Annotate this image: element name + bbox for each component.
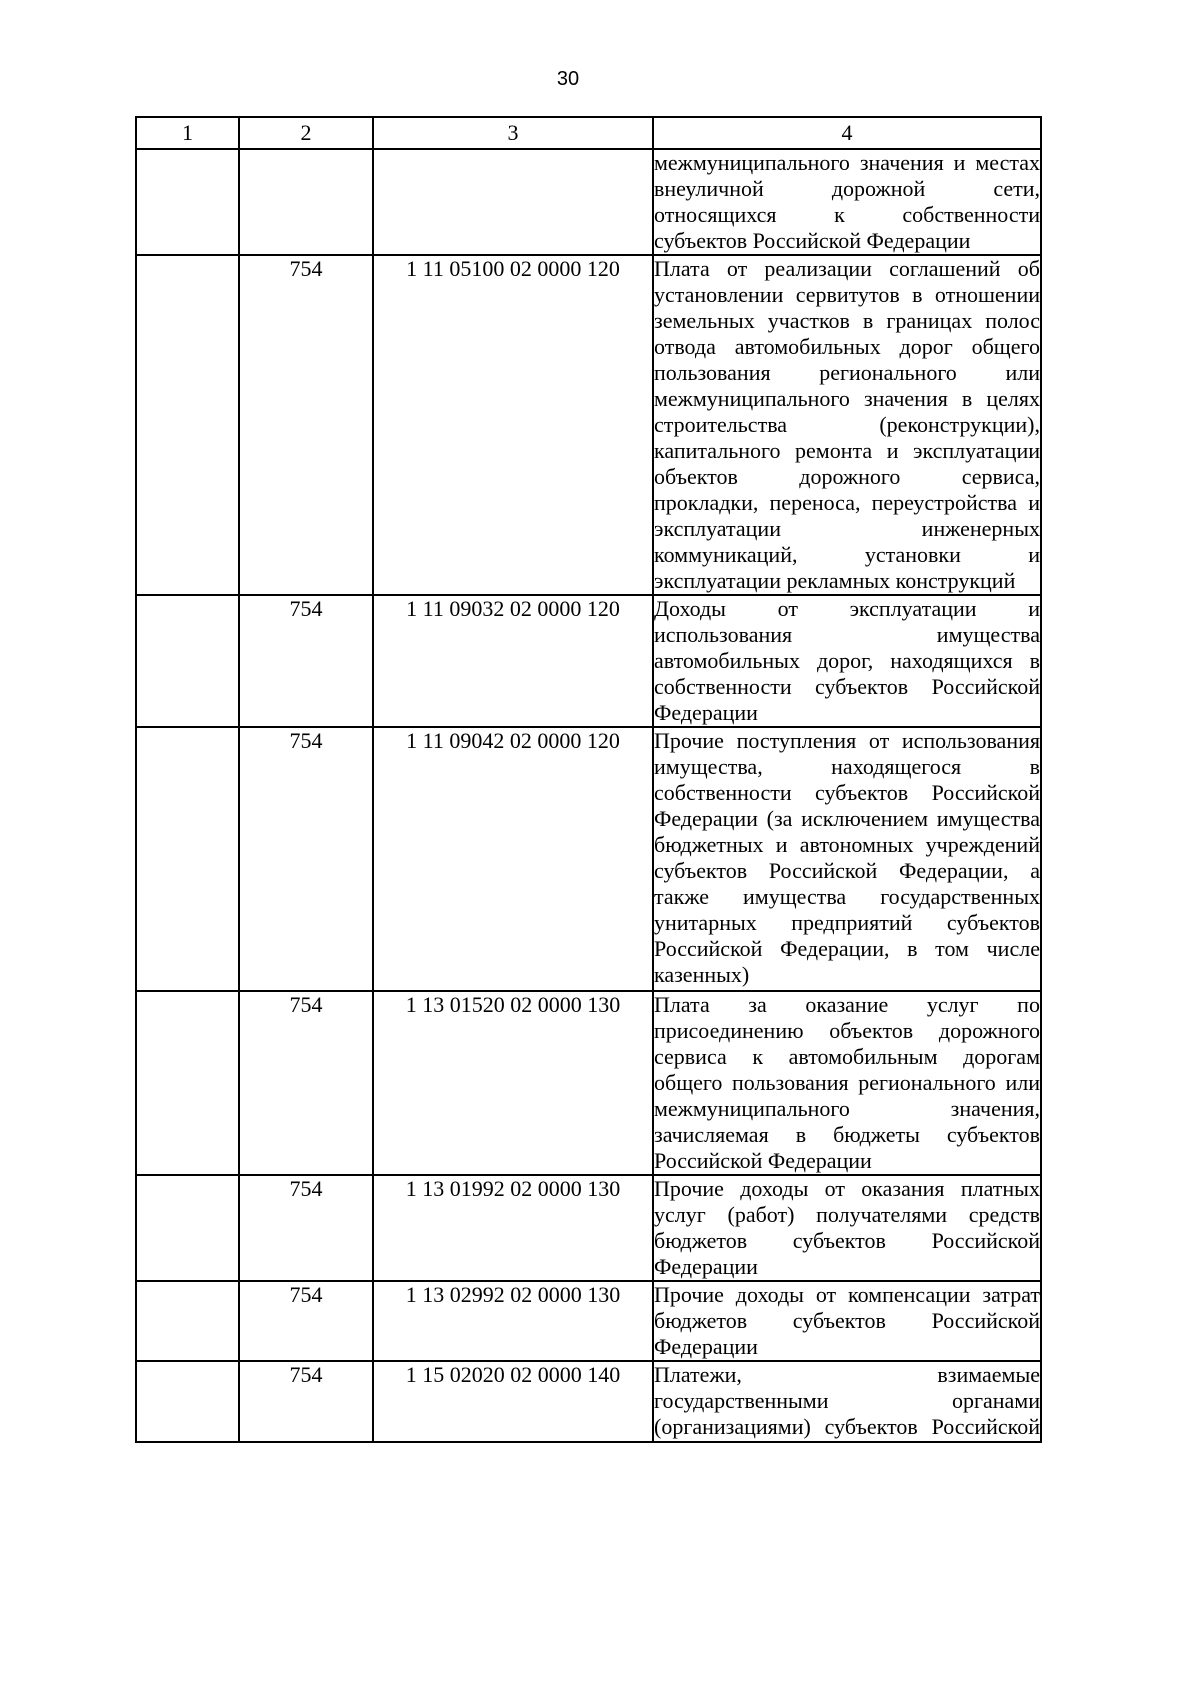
word: дорожного: [938, 1018, 1040, 1043]
word: пользования: [654, 360, 771, 385]
description-line: [654, 1096, 1040, 1122]
word: доходы: [740, 1176, 809, 1201]
description-line: [654, 780, 1040, 806]
word: оказание: [805, 992, 889, 1017]
word: компенсации: [848, 1282, 971, 1307]
col1-cell: [136, 595, 239, 727]
word: платных: [960, 1176, 1040, 1201]
header-cell-3: 3: [373, 117, 653, 149]
table-row: [136, 727, 1041, 991]
word: к: [834, 202, 845, 227]
description-line: [654, 516, 1040, 542]
word: услуг: [654, 1202, 706, 1227]
table-header-row: [136, 117, 1041, 149]
word: капитального: [654, 438, 781, 463]
word: Российской: [931, 780, 1040, 805]
description-line: [654, 648, 1040, 674]
word: земельных: [654, 308, 755, 333]
description-line: [654, 1308, 1040, 1334]
word: переноса,: [769, 490, 861, 515]
word: общего: [654, 1070, 723, 1095]
word: услуг: [926, 992, 979, 1017]
word: автомобильных: [654, 648, 800, 673]
col2-cell: [239, 149, 373, 255]
description-line: [654, 464, 1040, 490]
word: предприятий: [791, 910, 913, 935]
word: установки: [864, 542, 961, 567]
word: в: [912, 282, 923, 307]
description-line: [654, 438, 1040, 464]
word: и: [886, 438, 899, 463]
word: взимаемые: [937, 1362, 1040, 1387]
word: сервиса,: [961, 464, 1040, 489]
word: числе: [986, 936, 1040, 961]
description-line: Федерации: [654, 700, 758, 725]
revenue-codes-table: [135, 116, 1042, 1443]
word: (работ): [727, 1202, 795, 1227]
description-cell: [653, 595, 1041, 727]
word: субъектов: [946, 910, 1040, 935]
word: сервитутов: [795, 282, 900, 307]
description-line: [654, 360, 1040, 386]
word: участков: [767, 308, 850, 333]
description-line: [654, 1202, 1040, 1228]
description-line: [654, 596, 1040, 622]
word: об: [1017, 256, 1040, 281]
col1-cell: [136, 149, 239, 255]
word: Российской: [931, 674, 1040, 699]
word: местах: [975, 150, 1040, 175]
col2-cell: 754: [239, 1361, 373, 1442]
word: дорожного: [799, 464, 901, 489]
description-line: [654, 386, 1040, 412]
header-cell-1: 1: [136, 117, 239, 149]
col3-cell: 1 11 09032 02 0000 120: [373, 595, 653, 727]
word: к: [752, 1044, 764, 1069]
word: находящихся: [890, 648, 1013, 673]
word: имущества: [743, 884, 847, 909]
description-cell: [653, 149, 1041, 255]
description-line: казенных): [654, 962, 750, 987]
col1-cell: [136, 991, 239, 1175]
description-cell: [653, 1175, 1041, 1281]
description-line: [654, 412, 1040, 438]
word: отношении: [934, 282, 1040, 307]
description-line: эксплуатации рекламных конструкций: [654, 568, 1016, 593]
table-row: [136, 149, 1041, 255]
description-line: [654, 1018, 1040, 1044]
word: и: [1028, 596, 1040, 621]
word: межмуниципального: [654, 150, 850, 175]
word: от: [726, 256, 748, 281]
description-line: [654, 992, 1040, 1018]
description-line: Российской Федерации: [654, 1148, 872, 1173]
description-line: [654, 1362, 1040, 1388]
table-row: [136, 1361, 1041, 1442]
word: ремонта: [795, 438, 873, 463]
col3-cell: 1 13 01992 02 0000 130: [373, 1175, 653, 1281]
word: значения: [859, 150, 944, 175]
word: эксплуатации: [654, 516, 781, 541]
description-line: [654, 728, 1040, 754]
description-line: [654, 202, 1040, 228]
word: переустройства: [871, 490, 1018, 515]
description-cell: [653, 1281, 1041, 1361]
description-line: [654, 1414, 1040, 1440]
word: поступления: [736, 728, 857, 753]
word: получателями: [816, 1202, 948, 1227]
description-cell: [653, 991, 1041, 1175]
word: субъектов: [946, 1122, 1040, 1147]
word: собственности: [654, 780, 792, 805]
word: использования: [901, 728, 1040, 753]
col1-cell: [136, 1175, 239, 1281]
word: общего: [971, 334, 1040, 359]
word: регионального: [858, 1070, 996, 1095]
word: объектов: [829, 1018, 914, 1043]
word: в: [1029, 754, 1040, 779]
description-line: [654, 1388, 1040, 1414]
col3-cell: [373, 149, 653, 255]
word: от: [777, 596, 798, 621]
word: имущества: [936, 622, 1040, 647]
description-line: [654, 490, 1040, 516]
col3-cell: 1 11 09042 02 0000 120: [373, 727, 653, 991]
word: прокладки,: [654, 490, 759, 515]
description-cell: [653, 727, 1041, 991]
word: Федерации: [654, 806, 758, 831]
table-row: [136, 595, 1041, 727]
col2-cell: 754: [239, 991, 373, 1175]
description-line: [654, 1122, 1040, 1148]
description-line: [654, 1176, 1040, 1202]
word: и: [1028, 542, 1040, 567]
word: или: [1005, 360, 1040, 385]
word: унитарных: [654, 910, 757, 935]
word: органами: [951, 1388, 1040, 1413]
description-line: [654, 542, 1040, 568]
word: границах: [886, 308, 973, 333]
description-line: [654, 150, 1040, 176]
word: собственности: [902, 202, 1040, 227]
word: Российской: [768, 858, 878, 883]
description-cell: [653, 1361, 1041, 1442]
word: также: [654, 884, 710, 909]
word: бюджетов: [654, 1228, 748, 1253]
description-line: [654, 622, 1040, 648]
word: сети,: [993, 176, 1040, 201]
word: (за: [766, 806, 793, 831]
description-line: [654, 334, 1040, 360]
word: дорожной: [831, 176, 926, 201]
word: эксплуатации: [913, 438, 1040, 463]
col1-cell: [136, 255, 239, 595]
col3-cell: 1 15 02020 02 0000 140: [373, 1361, 653, 1442]
word: и: [953, 150, 966, 175]
word: государственных: [880, 884, 1040, 909]
word: дорог: [899, 334, 953, 359]
word: собственности: [654, 674, 792, 699]
word: от: [868, 728, 890, 753]
word: эксплуатации: [849, 596, 977, 621]
header-cell-2: 2: [239, 117, 373, 149]
description-line: [654, 832, 1040, 858]
description-line: [654, 884, 1040, 910]
col2-cell: 754: [239, 255, 373, 595]
col3-cell: 1 13 02992 02 0000 130: [373, 1281, 653, 1361]
word: или: [1005, 1070, 1040, 1095]
description-line: [654, 1044, 1040, 1070]
word: автономных: [799, 832, 914, 857]
word: в: [795, 1122, 807, 1147]
col1-cell: [136, 727, 239, 991]
word: затрат: [982, 1282, 1040, 1307]
table-row: [136, 1281, 1041, 1361]
word: учреждений: [925, 832, 1040, 857]
word: дорог,: [816, 648, 874, 673]
word: в: [961, 386, 973, 411]
word: субъектов: [815, 674, 909, 699]
word: Российской: [931, 1228, 1040, 1253]
word: полос: [985, 308, 1040, 333]
word: субъектов: [824, 1414, 918, 1439]
word: Федерации,: [780, 936, 890, 961]
word: межмуниципального: [654, 386, 850, 411]
word: бюджеты: [833, 1122, 920, 1147]
word: использования: [654, 622, 793, 647]
word: автомобильных: [734, 334, 881, 359]
word: присоединению: [654, 1018, 804, 1043]
description-line: [654, 282, 1040, 308]
word: в: [907, 936, 918, 961]
word: межмуниципального: [654, 1096, 850, 1121]
table-row: [136, 1175, 1041, 1281]
word: и: [775, 832, 788, 857]
word: субъектов: [815, 780, 909, 805]
col3-cell: 1 11 05100 02 0000 120: [373, 255, 653, 595]
description-line: [654, 1070, 1040, 1096]
word: регионального: [819, 360, 957, 385]
word: дорогам: [963, 1044, 1040, 1069]
word: по: [1017, 992, 1040, 1017]
word: относящихся: [654, 202, 777, 227]
description-cell: [653, 255, 1041, 595]
word: строительства: [654, 412, 788, 437]
description-line: [654, 674, 1040, 700]
word: Российской: [931, 1414, 1040, 1439]
table-row: [136, 991, 1041, 1175]
word: находящегося: [831, 754, 962, 779]
description-line: [654, 936, 1040, 962]
word: соглашений: [889, 256, 1001, 281]
word: автомобильным: [788, 1044, 938, 1069]
word: пользования: [732, 1070, 849, 1095]
description-line: [654, 858, 1040, 884]
word: субъектов: [654, 858, 748, 883]
word: оказания: [861, 1176, 945, 1201]
description-line: [654, 256, 1040, 282]
word: исключением: [801, 806, 929, 831]
word: инженерных: [921, 516, 1040, 541]
word: Прочие: [654, 1176, 724, 1201]
description-line: [654, 1228, 1040, 1254]
word: реализации: [764, 256, 872, 281]
word: отвода: [654, 334, 716, 359]
word: (организациями): [654, 1414, 811, 1439]
word: сервиса: [654, 1044, 727, 1069]
word: субъектов: [792, 1228, 886, 1253]
word: том: [935, 936, 969, 961]
word: Плата: [654, 992, 710, 1017]
word: значения,: [950, 1096, 1040, 1121]
word: бюджетных: [654, 832, 764, 857]
word: бюджетов: [654, 1308, 748, 1333]
word: объектов: [654, 464, 738, 489]
word: за: [748, 992, 767, 1017]
col2-cell: 754: [239, 727, 373, 991]
word: субъектов: [792, 1308, 886, 1333]
header-cell-4: 4: [653, 117, 1041, 149]
word: значения: [863, 386, 948, 411]
word: а: [1030, 858, 1040, 883]
description-line: [654, 806, 1040, 832]
description-line: [654, 910, 1040, 936]
description-line: [654, 176, 1040, 202]
word: и: [1028, 490, 1040, 515]
word: Прочие: [654, 1282, 724, 1307]
word: имущества,: [654, 754, 763, 779]
col1-cell: [136, 1361, 239, 1442]
word: средств: [968, 1202, 1040, 1227]
word: в: [1029, 648, 1040, 673]
word: Плата: [654, 256, 710, 281]
col2-cell: 754: [239, 595, 373, 727]
word: установлении: [654, 282, 784, 307]
word: от: [815, 1282, 837, 1307]
word: Прочие: [654, 728, 724, 753]
col2-cell: 754: [239, 1175, 373, 1281]
word: государственными: [654, 1388, 829, 1413]
description-line: [654, 308, 1040, 334]
word: коммуникаций,: [654, 542, 798, 567]
description-line: Федерации: [654, 1334, 758, 1359]
word: зачисляемая: [654, 1122, 769, 1147]
word: Российской: [931, 1308, 1040, 1333]
word: от: [824, 1176, 845, 1201]
description-line: Федерации: [654, 1254, 758, 1279]
word: целях: [986, 386, 1040, 411]
col1-cell: [136, 1281, 239, 1361]
col2-cell: 754: [239, 1281, 373, 1361]
description-line: субъектов Российской Федерации: [654, 228, 971, 253]
col3-cell: 1 13 01520 02 0000 130: [373, 991, 653, 1175]
word: (реконструкции),: [879, 412, 1040, 437]
word: Федерации,: [899, 858, 1009, 883]
description-line: [654, 754, 1040, 780]
word: в: [862, 308, 874, 333]
word: Платежи,: [654, 1362, 742, 1387]
description-line: [654, 1282, 1040, 1308]
word: Доходы: [654, 596, 726, 621]
word: имущества: [936, 806, 1040, 831]
word: внеуличной: [654, 176, 764, 201]
page-number: 30: [556, 68, 580, 90]
word: Российской: [654, 936, 763, 961]
table-row: [136, 255, 1041, 595]
word: доходы: [735, 1282, 804, 1307]
